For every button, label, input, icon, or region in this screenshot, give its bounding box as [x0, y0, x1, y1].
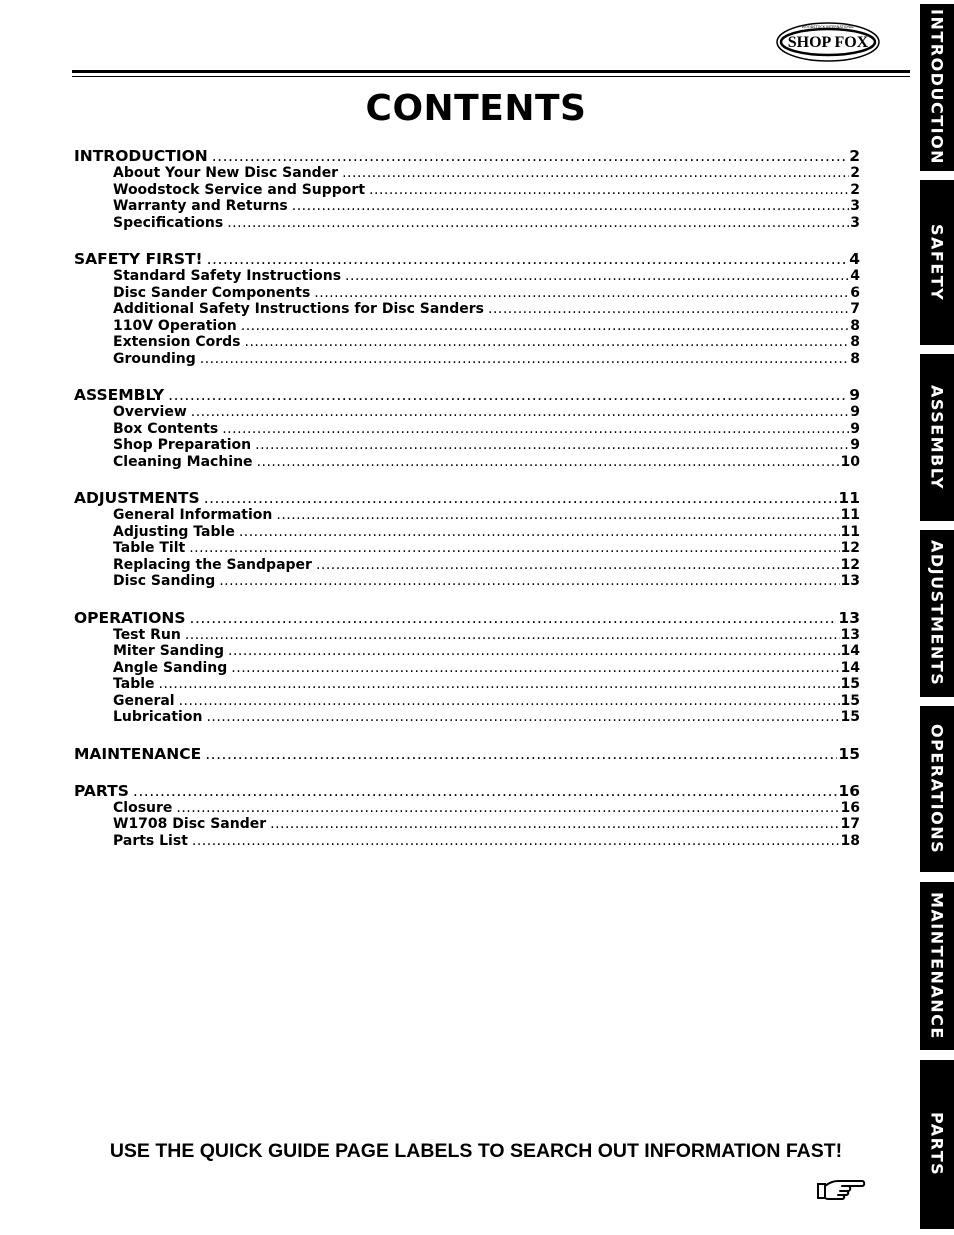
page-number: 16	[838, 782, 860, 800]
page-number: 2	[850, 181, 860, 198]
dot-leader	[239, 524, 840, 541]
page-number: 3	[850, 214, 860, 231]
dot-leader	[255, 437, 849, 454]
tab-parts[interactable]: PARTS	[920, 1060, 954, 1229]
toc-section-heading-label: INTRODUCTION	[74, 148, 208, 165]
page-number: 9	[850, 404, 860, 420]
page-title: CONTENTS	[365, 88, 587, 129]
dot-leader	[314, 285, 849, 302]
toc-section-heading-label: MAINTENANCE	[74, 745, 202, 763]
dot-leader	[369, 182, 849, 199]
toc-entry-label: Disc Sander Components	[113, 284, 311, 301]
toc-entry[interactable]	[74, 643, 860, 660]
toc-entry[interactable]	[74, 454, 860, 471]
toc-entry-label: Grounding	[113, 350, 196, 367]
dot-leader	[206, 709, 839, 726]
toc-entry[interactable]	[74, 285, 860, 302]
tab-adjustments[interactable]: ADJUSTMENTS	[920, 530, 954, 697]
toc-section	[74, 610, 860, 726]
toc-entry[interactable]	[74, 709, 860, 726]
page-number: 15	[840, 692, 860, 709]
toc-entry[interactable]	[74, 268, 860, 285]
page-number: 9	[850, 437, 860, 453]
page-number: 15	[838, 745, 860, 763]
toc-entry-label: General	[113, 692, 175, 709]
page-number: 11	[840, 507, 860, 523]
toc-section-heading[interactable]	[74, 610, 860, 627]
tab-safety[interactable]: SAFETY	[920, 180, 954, 345]
toc-entry-label: Closure	[113, 799, 173, 816]
tab-operations[interactable]: OPERATIONS	[920, 706, 954, 872]
toc-section-heading[interactable]	[74, 387, 860, 404]
dot-leader	[185, 627, 840, 644]
toc-entry[interactable]	[74, 816, 860, 833]
toc-entry-label: Box Contents	[113, 420, 219, 437]
tab-assembly[interactable]: ASSEMBLY	[920, 354, 954, 521]
toc-entry-label: Miter Sanding	[113, 643, 225, 659]
toc-entry-label: Test Run	[113, 626, 181, 643]
toc-section	[74, 251, 860, 367]
toc-entry[interactable]	[74, 676, 860, 693]
dot-leader	[219, 573, 839, 590]
toc-entry[interactable]	[74, 334, 860, 351]
toc-entry-label: Lubrication	[113, 709, 203, 725]
page-number: 13	[840, 626, 860, 643]
page-number: 8	[850, 317, 860, 334]
toc-section-heading-label: PARTS	[74, 782, 129, 800]
toc-section-heading[interactable]	[74, 490, 860, 507]
toc-section	[74, 148, 860, 231]
toc-entry-label: Disc Sanding	[113, 573, 216, 589]
toc-entry[interactable]	[74, 215, 860, 232]
page-number: 13	[840, 573, 860, 589]
dot-leader	[159, 676, 840, 693]
page-number: 11	[838, 490, 860, 507]
toc-entry-label: Warranty and Returns	[113, 198, 288, 214]
dot-leader	[189, 540, 839, 557]
dot-leader	[176, 800, 839, 817]
toc-entry-label: Parts List	[113, 832, 188, 849]
dot-leader	[204, 490, 838, 507]
toc-section-heading-label: ADJUSTMENTS	[74, 490, 200, 507]
toc-entry[interactable]	[74, 540, 860, 557]
toc-section	[74, 490, 860, 590]
toc-section-heading[interactable]	[74, 746, 860, 763]
tab-introduction[interactable]: INTRODUCTION	[920, 4, 954, 171]
page-number: 4	[849, 251, 860, 268]
dot-leader	[245, 334, 850, 351]
toc-entry-label: Angle Sanding	[113, 659, 228, 676]
toc-entry[interactable]	[74, 693, 860, 710]
page-number: 17	[840, 816, 860, 832]
dot-leader	[316, 557, 840, 574]
toc-section-heading[interactable]	[74, 148, 860, 165]
toc-entry[interactable]	[74, 524, 860, 541]
toc-entry[interactable]	[74, 800, 860, 817]
toc-entry[interactable]	[74, 421, 860, 438]
toc-entry[interactable]	[74, 318, 860, 335]
page-number: 13	[838, 609, 860, 627]
toc-entry-label: General Information	[113, 507, 273, 523]
toc-entry-label: Replacing the Sandpaper	[113, 556, 312, 573]
dot-leader	[292, 198, 849, 215]
toc-entry-label: 110V Operation	[113, 317, 237, 334]
page-number: 8	[850, 334, 860, 350]
page-number: 2	[849, 148, 860, 165]
toc-entry[interactable]	[74, 833, 860, 850]
dot-leader	[257, 454, 840, 471]
toc-entry-label: Specifications	[113, 214, 224, 231]
header-rule-thin	[72, 76, 910, 77]
toc-entry[interactable]	[74, 660, 860, 677]
dot-leader	[190, 610, 838, 627]
page-number: 15	[840, 676, 860, 692]
toc-entry[interactable]	[74, 165, 860, 182]
page-number: 12	[840, 556, 860, 573]
toc-section-heading-label: SAFETY FIRST!	[74, 251, 203, 268]
page-number: 15	[840, 709, 860, 725]
dot-leader	[342, 165, 849, 182]
toc-entry[interactable]	[74, 557, 860, 574]
dot-leader	[212, 148, 848, 165]
page-number: 12	[840, 540, 860, 556]
dot-leader	[133, 783, 838, 800]
page-number: 4	[850, 268, 860, 284]
toc-entry[interactable]	[74, 198, 860, 215]
logo-text: SHOP FOX	[787, 34, 869, 51]
toc-entry-label: Adjusting Table	[113, 523, 235, 540]
dot-leader	[345, 268, 849, 285]
toc-section	[74, 783, 860, 850]
dot-leader	[241, 318, 849, 335]
dot-leader	[222, 421, 849, 438]
dot-leader	[488, 301, 849, 318]
page-number: 14	[840, 659, 860, 676]
page-number: 9	[850, 420, 860, 437]
toc-section-heading-label: OPERATIONS	[74, 609, 186, 627]
toc-entry-label: W1708 Disc Sander	[113, 816, 267, 832]
shop-fox-logo	[776, 22, 880, 62]
logo-ring-text: WOODSTOCK INTERNATIONAL	[801, 25, 855, 29]
page-number: 16	[840, 799, 860, 816]
page-number: 14	[840, 643, 860, 659]
toc-entry-label: Additional Safety Instructions for Disc Sanders	[113, 301, 484, 317]
toc-section-heading[interactable]	[74, 783, 860, 800]
toc-entry[interactable]	[74, 437, 860, 454]
page-number: 3	[850, 198, 860, 214]
dot-leader	[276, 507, 839, 524]
toc-entry-label: Overview	[113, 404, 187, 420]
toc-entry-label: Woodstock Service and Support	[113, 181, 366, 198]
dot-leader	[228, 643, 840, 660]
toc-entry[interactable]	[74, 404, 860, 421]
toc-entry[interactable]	[74, 573, 860, 590]
table-of-contents	[74, 148, 860, 869]
page-number: 10	[840, 453, 860, 470]
dot-leader	[168, 387, 848, 404]
dot-leader	[191, 404, 849, 421]
quick-guide-note: USE THE QUICK GUIDE PAGE LABELS TO SEARCH OUT INFORMATION FAST!	[109, 1140, 843, 1162]
tab-maintenance[interactable]: MAINTENANCE	[920, 882, 954, 1050]
dot-leader	[205, 746, 837, 763]
quick-guide-tabs	[920, 0, 954, 1235]
pointing-hand-icon	[816, 1178, 866, 1202]
toc-entry[interactable]	[74, 507, 860, 524]
toc-entry[interactable]	[74, 351, 860, 368]
dot-leader	[200, 351, 849, 368]
dot-leader	[179, 693, 840, 710]
page-number: 6	[850, 284, 860, 301]
page-number: 8	[850, 350, 860, 367]
toc-section-heading[interactable]	[74, 251, 860, 268]
toc-section	[74, 387, 860, 470]
toc-entry[interactable]	[74, 301, 860, 318]
toc-entry[interactable]	[74, 627, 860, 644]
toc-entry-label: Extension Cords	[113, 334, 241, 350]
toc-entry-label: Table	[113, 676, 155, 692]
toc-entry-label: Standard Safety Instructions	[113, 268, 342, 284]
dot-leader	[231, 660, 839, 677]
toc-entry-label: Shop Preparation	[113, 437, 252, 453]
dot-leader	[192, 833, 840, 850]
page-number: 9	[849, 387, 860, 404]
toc-entry-label: Cleaning Machine	[113, 453, 253, 470]
page-number: 18	[840, 832, 860, 849]
toc-section	[74, 746, 860, 763]
page-number: 11	[840, 523, 860, 540]
dot-leader	[227, 215, 849, 232]
header-rule	[72, 70, 910, 73]
dot-leader	[207, 251, 849, 268]
toc-entry-label: Table Tilt	[113, 540, 186, 556]
toc-entry[interactable]	[74, 182, 860, 199]
toc-section-heading-label: ASSEMBLY	[74, 387, 165, 404]
toc-entry-label: About Your New Disc Sander	[113, 165, 339, 181]
page-number: 7	[850, 301, 860, 317]
dot-leader	[270, 816, 839, 833]
page-number: 2	[850, 165, 860, 181]
